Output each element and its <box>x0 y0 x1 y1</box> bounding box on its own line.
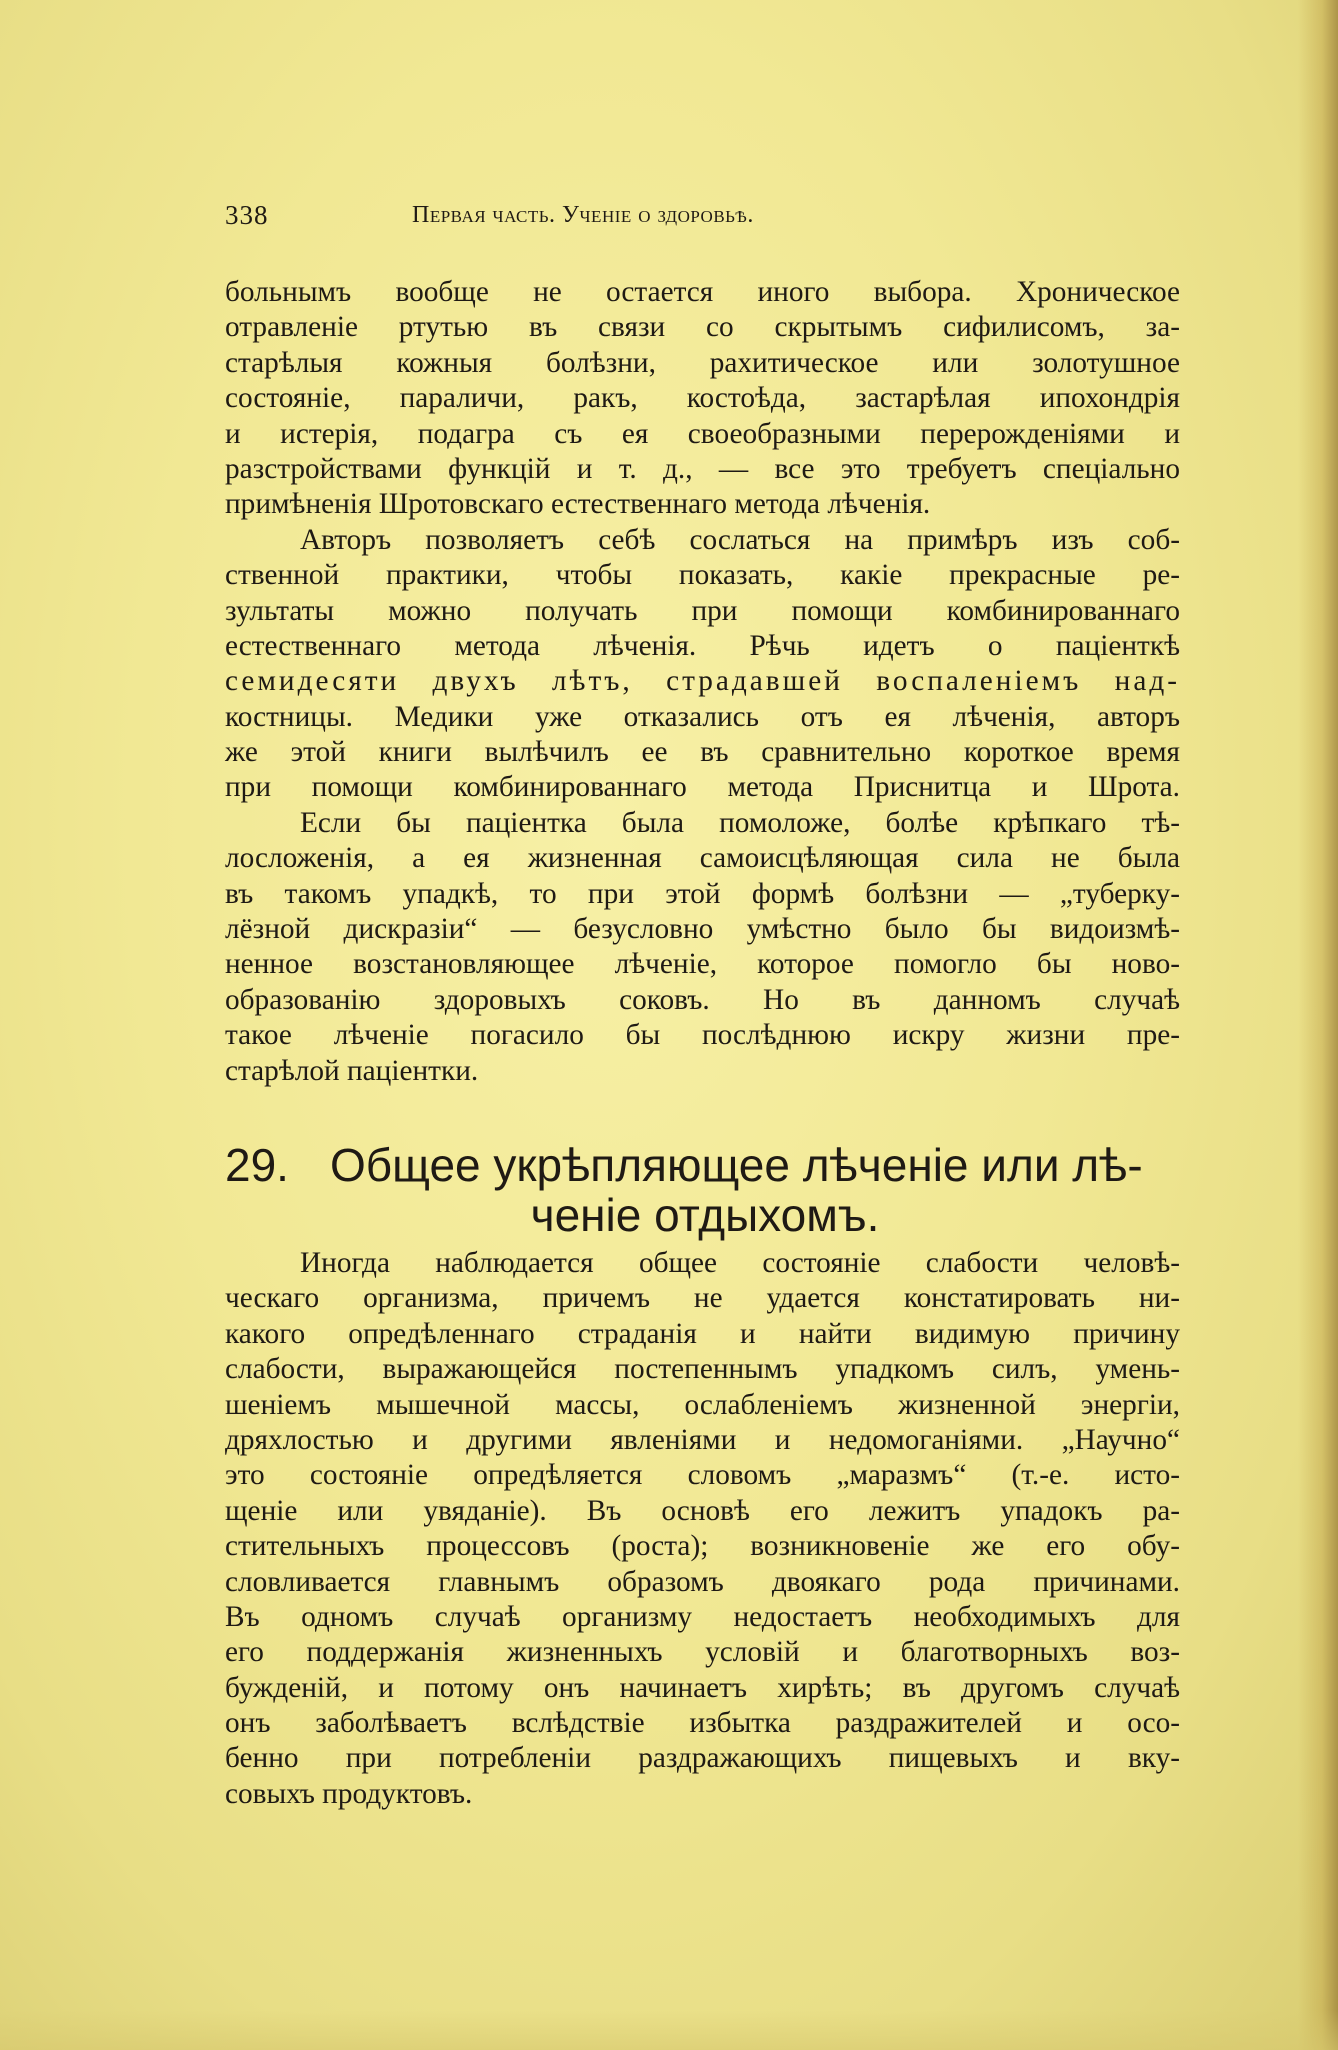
text-line: же этой книги вылѣчилъ ее въ сравнительно короткое время <box>225 736 1180 769</box>
page-number: 338 <box>225 200 269 230</box>
page-edge-shadow <box>1298 0 1338 2050</box>
text-line: слабости, выражающейся постепеннымъ упадкомъ силъ, умень- <box>225 1353 1180 1386</box>
text-line: Если бы паціентка была помоложе, болѣе крѣпкаго тѣ- <box>300 806 1180 839</box>
text-line: его поддержанія жизненныхъ условій и благотворныхъ воз- <box>225 1636 1180 1669</box>
text-line: ственной практики, чтобы показать, какіе прекрасные ре- <box>225 559 1180 592</box>
text-line: стительныхъ процессовъ (роста); возникновеніе же его обу- <box>225 1530 1180 1563</box>
text-line: больнымъ вообще не остается иного выбора. Хроническое <box>225 276 1180 308</box>
text-line: въ такомъ упадкѣ, то при этой формѣ болѣзни — „туберку- <box>225 877 1180 910</box>
text-line: состояніе, параличи, ракъ, костоѣда, застарѣлая ипохондрія <box>225 382 1180 415</box>
text-line: отравленіе ртутью въ связи со скрытымъ сифилисомъ, за- <box>225 311 1180 344</box>
text-line: бужденій, и потому онъ начинаетъ хирѣть; въ другомъ случаѣ <box>225 1671 1180 1704</box>
text-line: костницы. Медики уже отказались отъ ея лѣченія, авторъ <box>225 700 1180 733</box>
text-line: бенно при потребленіи раздражающихъ пищевыхъ и вку- <box>225 1742 1180 1775</box>
text-line: Въ одномъ случаѣ организму недостаетъ необходимыхъ для <box>225 1600 1180 1633</box>
text-line: старѣлой паціентки. <box>225 1054 479 1087</box>
text-line: старѣлыя кожныя болѣзни, рахитическое или золотушное <box>225 346 1180 379</box>
text-line: ческаго организма, причемъ не удается констатировать ни- <box>225 1282 1180 1315</box>
text-line: такое лѣченіе погасило бы послѣднюю искру жизни пре- <box>225 1019 1180 1052</box>
section-heading <box>225 1140 1185 1240</box>
text-line: образованію здоровыхъ соковъ. Но въ данномъ случаѣ <box>225 983 1180 1016</box>
page-header <box>225 200 1185 234</box>
body-text-part1 <box>225 275 1180 1089</box>
text-line: Иногда наблюдается общее состояніе слабости человѣ- <box>300 1247 1180 1279</box>
text-line: лосложенія, а ея жизненная самоисцѣляющая сила не была <box>225 842 1180 875</box>
text-line: ненное возстановляющее лѣченіе, которое помогло бы ново- <box>225 948 1180 981</box>
text-line: примѣненія Шротовскаго естественнаго метода лѣченія. <box>225 488 931 521</box>
text-line: онъ заболѣваетъ вслѣдствіе избытка раздражителей и осо- <box>225 1707 1180 1740</box>
page-bottom-edge <box>0 2010 1338 2050</box>
text-line: семидесяти двухъ лѣтъ, страдавшей воспаленіемъ над- <box>225 665 1180 698</box>
section-title-line2: ченіе отдыхомъ. <box>530 1189 880 1241</box>
text-line: зультаты можно получать при помощи комбинированнаго <box>225 594 1180 627</box>
text-line: словливается главнымъ образомъ двоякаго рода причинами. <box>225 1565 1180 1598</box>
text-line: и истерія, подагра съ ея своеобразными перерожденіями и <box>225 417 1180 450</box>
section-title-line1: Общее укрѣпляющее лѣченіе или лѣ- <box>330 1139 1143 1191</box>
text-line: Авторъ позволяетъ себѣ сослаться на примѣръ изъ соб- <box>300 523 1180 556</box>
text-line: разстройствами функцій и т. д., — все это требуетъ спеціально <box>225 452 1180 485</box>
text-line: при помощи комбинированнаго метода Приснитца и Шрота. <box>225 771 1180 804</box>
text-line: дряхлостью и другими явленіями и недомоганіями. „Научно“ <box>225 1423 1180 1456</box>
running-head: Первая часть. Ученіе о здоровьѣ. <box>412 202 754 228</box>
text-line: какого опредѣленнаго страданія и найти видимую причину <box>225 1317 1180 1350</box>
body-text-part2 <box>225 1246 1180 1812</box>
text-line: естественнаго метода лѣченія. Рѣчь идетъ о паціенткѣ <box>225 629 1180 662</box>
section-number: 29. <box>225 1139 289 1191</box>
text-line: щеніе или увяданіе). Въ основѣ его лежитъ упадокъ ра- <box>225 1494 1180 1527</box>
text-line: шеніемъ мышечной массы, ослабленіемъ жизненной энергіи, <box>225 1388 1180 1421</box>
text-line: лёзной дискразіи“ — безусловно умѣстно было бы видоизмѣ- <box>225 913 1180 946</box>
text-line: совыхъ продуктовъ. <box>225 1777 473 1810</box>
text-line: это состояніе опредѣляется словомъ „маразмъ“ (т.-е. исто- <box>225 1459 1180 1492</box>
